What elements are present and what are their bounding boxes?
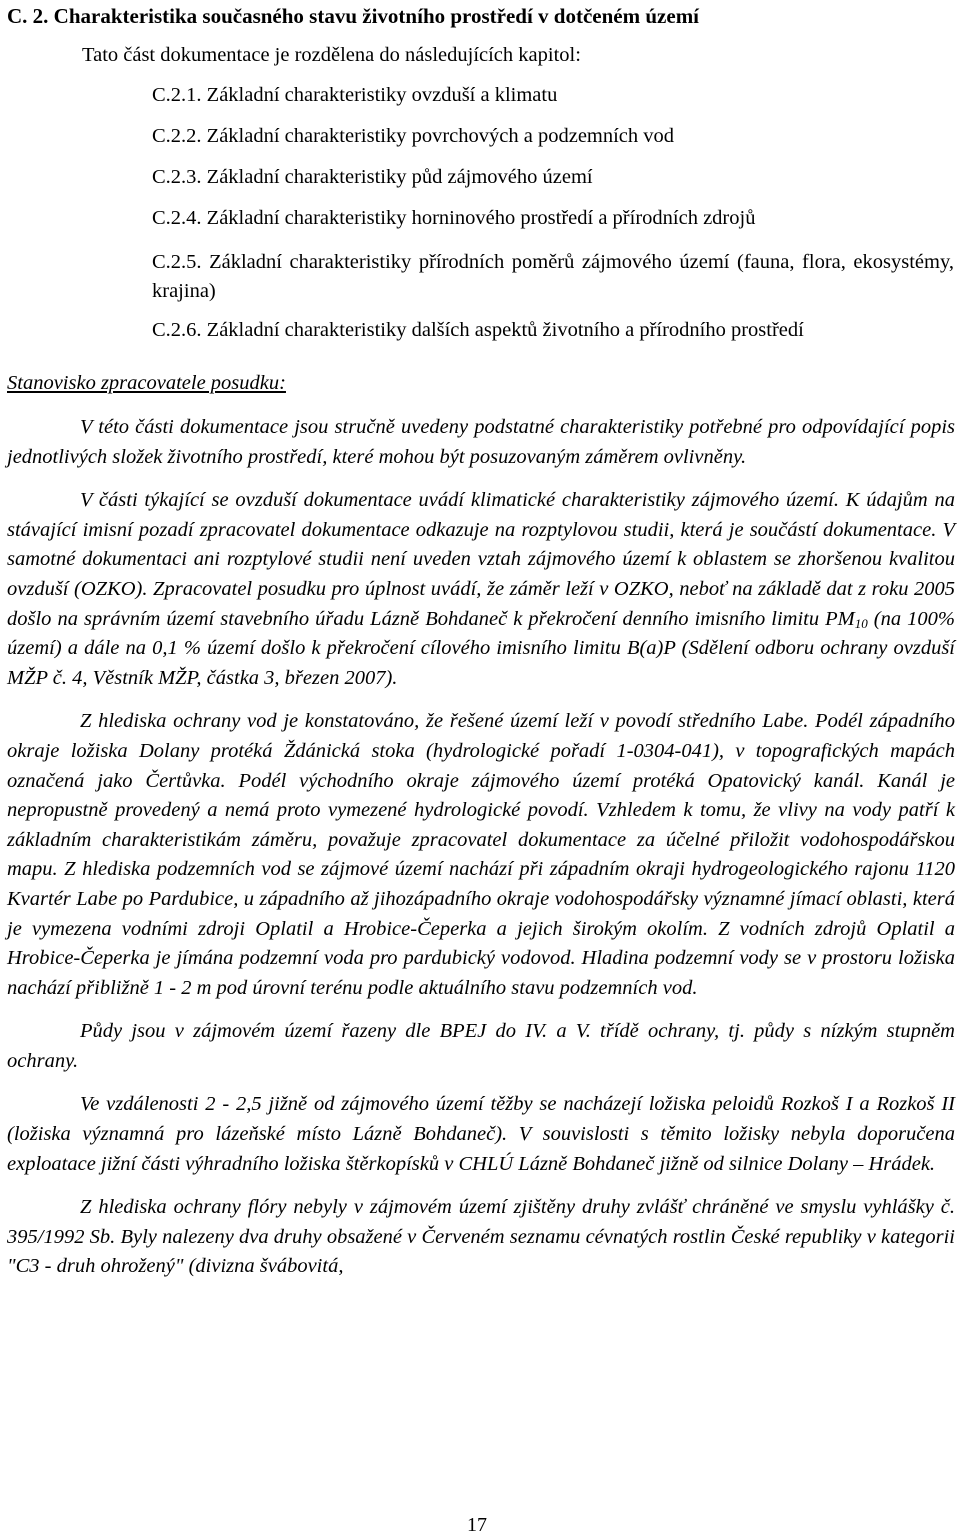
paragraph: Ve vzdálenosti 2 - 2,5 jižně od zájmového území těžby se nacházejí ložiska peloidů Rozkoš I a Rozkoš II (ložiska významná pro lázeňské místo Lázně Bohdaneč). V souvislosti s těmito ložisky nebyla doporučena exploatace jižní části výhradního ložiska štěrkopísků v CHLÚ Lázně Bohdaneč jižně od silnice Dolany – Hrádek. — [7, 1093, 955, 1175]
paragraph: V této části dokumentace jsou stručně uvedeny podstatné charakteristiky potřebné pro odpovídající popis jednotlivých složek životního prostředí, které mohou být posuzovaným záměrem ovlivněny. — [7, 416, 955, 468]
reviewer-opinion-label: Stanovisko zpracovatele posudku: — [7, 372, 286, 394]
paragraph: Z hlediska ochrany flóry nebyly v zájmovém území zjištěny druhy zvlášť chráněné ve smyslu vyhlášky č. 395/1992 Sb. Byly nalezeny dva druhy obsažené v Červeném seznamu cévnatých rostlin České republiky v kategorii "C3 - druh ohrožený" (divizna švábovitá, — [7, 1196, 955, 1278]
opinion-body — [7, 413, 955, 1282]
chapter-item: C.2.3. Základní charakteristiky půd zájmového území — [152, 166, 593, 188]
subscript: 10 — [854, 615, 868, 631]
paragraph: Půdy jsou v zájmovém území řazeny dle BPEJ do IV. a V. třídě ochrany, tj. půdy s nízkým stupněm ochrany. — [7, 1020, 955, 1072]
page-number: 17 — [467, 1514, 487, 1536]
chapter-item: C.2.1. Základní charakteristiky ovzduší a klimatu — [152, 84, 558, 106]
chapter-item: C.2.2. Základní charakteristiky povrchových a podzemních vod — [152, 125, 675, 147]
chapter-item: C.2.4. Základní charakteristiky horninového prostředí a přírodních zdrojů — [152, 207, 756, 229]
paragraph: V části týkající se ovzduší dokumentace uvádí klimatické charakteristiky zájmového území. K údajům na stávající imisní pozadí zpracovatel dokumentace odkazuje na rozptylovou studii, která je součástí dokumentace. V samotné dokumentaci ani rozptylové studii není uveden vztah zájmového území k oblastem se zhoršenou kvalitou ovzduší (OZKO). Zpracovatel posudku pro úplnost uvádí, že záměr leží v OZKO, neboť na základě dat z roku 2005 došlo na správním území stavebního úřadu Lázně Bohdaneč k překročení denního imisního limitu $PM_{10}$ (na 100% území) a dále na 0,1 % území došlo k překročení cílového imisního limitu B(a)P (Sdělení odboru ochrany ovzduší MŽP č. 4, Věstník MŽP, částka 3, březen 2007). — [7, 489, 955, 689]
intro-text: Tato část dokumentace je rozdělena do následujících kapitol: — [82, 44, 581, 66]
chapter-item: C.2.6. Základní charakteristiky dalších aspektů životního a přírodního prostředí — [152, 319, 804, 341]
chapter-item: C.2.5. Základní charakteristiky přírodních poměrů zájmového území (fauna, flora, ekosystémy, krajina) — [152, 251, 954, 302]
paragraph: Z hlediska ochrany vod je konstatováno, že řešené území leží v povodí středního Labe. Podél západního okraje ložiska Dolany protéká Ždánická stoka (hydrologické pořadí 1-0304-041), v topografických mapách označená jako Čertůvka. Podél východního okraje zájmového území protéká Opatovický kanál. Kanál je nepropustně provedený a nemá proto vymezené hydrologické povodí. Vzhledem k tomu, že vlivy na vody patří k základním charakteristikám záměru, považuje zpracovatel dokumentace za účelné přiložit vodohospodářskou mapu. Z hlediska podzemních vod se zájmové území nachází při západním okraji hydrogeologického rajonu 1120 Kvartér Labe po Pardubice, u západního až jihozápadního okraje vodohospodářsky významné jímací oblasti, která je vymezena vodními zdroji Oplatil a Hrobice-Čeperka a jejich širokým okolím. Z vodních zdrojů Oplatil a Hrobice-Čeperka je jímána podzemní voda pro pardubický vodovod. Hladina podzemní vody se v prostoru ložiska nachází přibližně 1 - 2 m pod úrovní terénu podle aktuálního stavu podzemních vod. — [7, 710, 955, 999]
section-heading: C. 2. Charakteristika současného stavu životního prostředí v dotčeném území — [7, 4, 700, 28]
